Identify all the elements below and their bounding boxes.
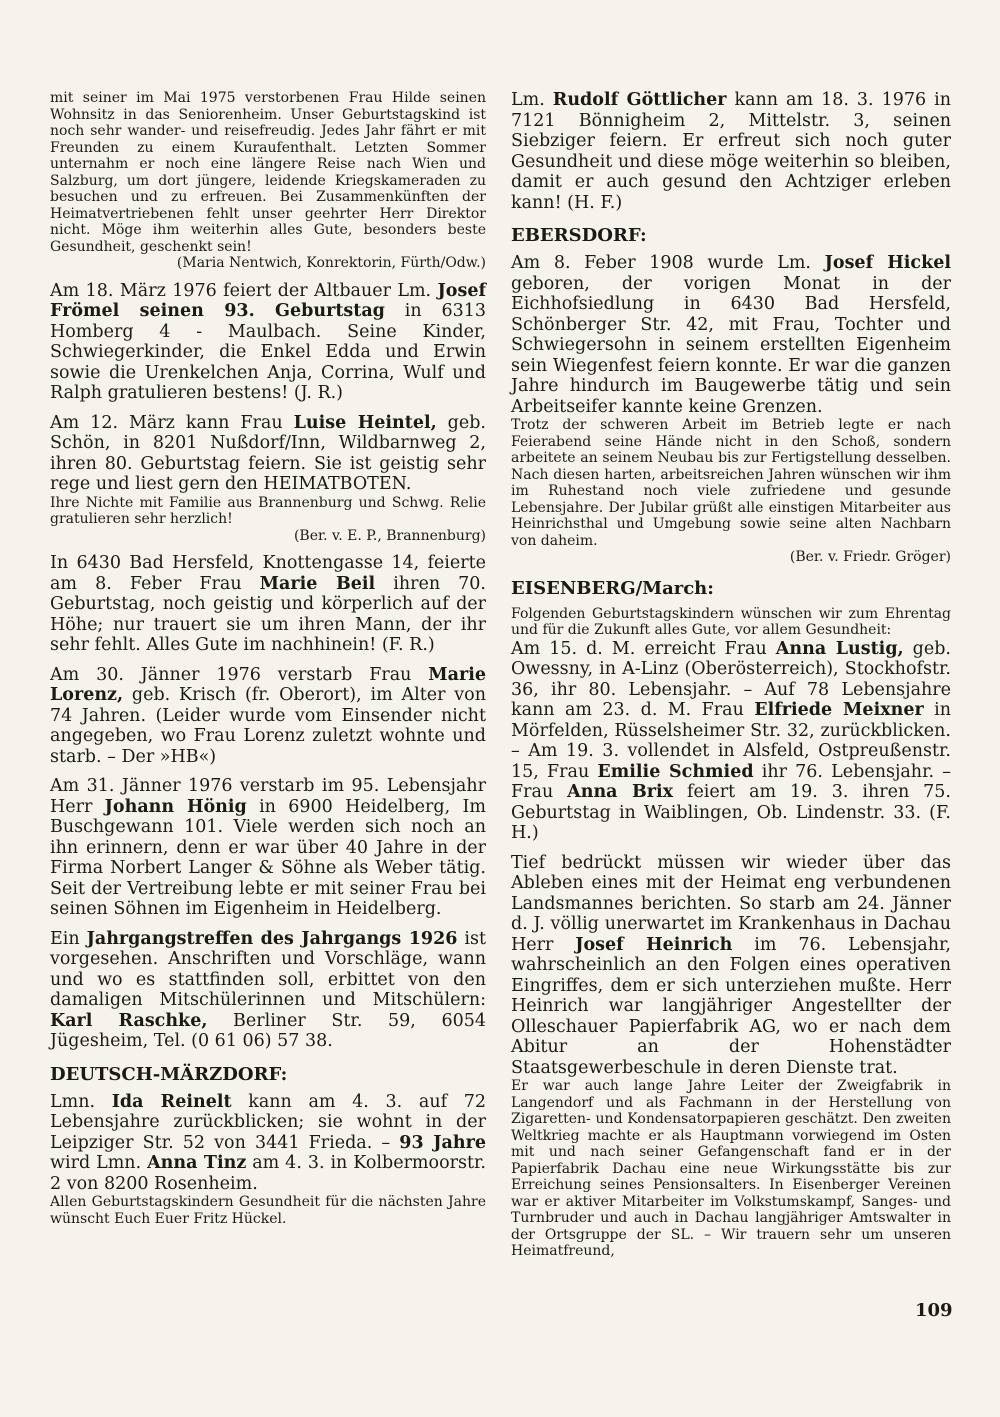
article-paragraph: Lmn. Ida Reinelt kann am 4. 3. auf 72 Lebensjahre zurückblicken; sie wohnt in der Leipziger Str. 52 von 3441 Frieda. – 93 Jahre wird Lmn. Anna Tinz am 4. 3. in Kolbermoorstr. 2 von 8200 Rosenheim. [50, 1091, 486, 1194]
article-paragraph: mit seiner im Mai 1975 verstorbenen Frau Hilde seinen Wohnsitz in das Seniorenheim. Unser Geburtstagskind ist noch sehr wander- und reisefreudig. Jedes Jahr fährt er mit Freunden zu einem Kuraufenthalt. Letzten Sommer unternahm er noch eine längere Reise nach Wien und Salzburg, um dort jüngere, leidende Kriegskameraden zu besuchen und zu erfreuen. Bei Zusammenkünften der Heimatvertriebenen fehlt unser geehrter Herr Direktor nicht. Möge ihm weiterhin alles Gute, besonders beste Gesundheit, geschenkt sein! [50, 90, 486, 255]
article-paragraph: Am 18. März 1976 feiert der Altbauer Lm. Josef Frömel seinen 93. Geburtstag in 6313 Homberg 4 - Maulbach. Seine Kinder, Schwiegerkinder, die Enkel Edda und Erwin sowie die Urenkelchen Anja, Corrina, Wulf und Ralph gratulieren bestens! (J. R.) [50, 280, 486, 403]
right-column [511, 90, 951, 1260]
article-paragraph: Am 8. Feber 1908 wurde Lm. Josef Hickel geboren, der vorigen Monat in der Eichhofsiedlung in 6430 Bad Hersfeld, Schönberger Str. 42, mit Frau, Tochter und Schwiegersohn in seinem erstellten Eigenheim sein Wiegenfest feiern konnte. Er war die ganzen Jahre hindurch im Baugewerbe tätig und sein Arbeitseifer kannte keine Grenzen. [511, 253, 951, 417]
page-number: 109 [915, 1300, 953, 1321]
article-signature: (Ber. v. Friedr. Gröger) [789, 549, 951, 565]
article-paragraph: Tief bedrückt müssen wir wieder über das Ableben eines mit der Heimat eng verbundenen Landsmannes berichten. So starb am 24. Jänner d. J. völlig unerwartet im Krankenhaus in Dachau Herr Josef Heinrich im 76. Lebensjahr, wahrscheinlich an den Folgen eines operativen Eingriffes, dem er sich unterziehen mußte. Herr Heinrich war langjähriger Angestellter der Olleschauer Papierfabrik AG, wo er nach dem Abitur an der Hohenstädter Staatsgewerbeschule in deren Dienste trat. [511, 852, 951, 1078]
article-signature: (Maria Nentwich, Konrektorin, Fürth/Odw.) [176, 255, 486, 271]
article-paragraph: Er war auch lange Jahre Leiter der Zweigfabrik in Langendorf und als Fachmann in der Herstellung von Zigaretten- und Kondensatorpapieren geschätzt. Den zweiten Weltkrieg machte er als Hauptmann vorwiegend im Osten mit und nach seiner Gefangenschaft fand er in der Papierfabrik Dachau eine neue Wirkungsstätte bis zur Erreichung seines Pensionsalters. In Eisenberger Vereinen war er aktiver Mitarbeiter im Volkstumskampf, Sanges- und Turnbruder und auch in Dachau langjähriger Amtswalter in der Ortsgruppe der SL. – Wir trauern sehr um unseren Heimatfreund, [511, 1078, 951, 1259]
section-heading: EBERSDORF: [511, 225, 647, 246]
section-heading: DEUTSCH-MÄRZDORF: [50, 1063, 288, 1085]
article-paragraph: Trotz der schweren Arbeit im Betrieb legte er nach Feierabend seine Hände nicht in den Schoß, sondern arbeitete an seinem Neubau bis zur Fertigstellung desselben. Nach diesen harten, arbeitsreichen Jahren wünschen wir ihm im Ruhestand noch viele zufriedene und gesunde Lebensjahre. Der Jubilar grüßt alle einstigen Mitarbeiter aus Heinrichsthal und Umgebung sowie seine alten Nachbarn von daheim. [511, 417, 951, 549]
article-paragraph: Lm. Rudolf Göttlicher kann am 18. 3. 1976 in 7121 Bönnigheim 2, Mittelstr. 3, seinen Siebziger feiern. Er erfreut sich noch guter Gesundheit und diese möge weiterhin so bleiben, damit er auch gesund den Achtziger erleben kann! (H. F.) [511, 90, 952, 213]
section-heading: EISENBERG/March: [511, 577, 714, 599]
article-paragraph: Am 15. d. M. erreicht Frau Anna Lustig, geb. Owessny, in A-Linz (Oberösterreich), Stockhofstr. 36, ihr 80. Lebensjahr. – Auf 78 Lebensjahre kann am 23. d. M. Frau Elfriede Meixner in Mörfelden, Rüsselsheimer Str. 32, zurückblicken. – Am 19. 3. vollendet in Alsfeld, Ostpreußenstr. 15, Frau Emilie Schmied ihr 76. Lebensjahr. – Frau Anna Brix feiert am 19. 3. ihren 75. Geburtstag in Waiblingen, Ob. Lindenstr. 33. (F. H.) [511, 638, 951, 843]
left-column [50, 90, 486, 1227]
article-paragraph: Ein Jahrgangstreffen des Jahrgangs 1926 ist vorgesehen. Anschriften und Vorschläge, wann und wo es stattfinden soll, erbittet von den damaligen Mitschülerinnen und Mitschülern: Karl Raschke, Berliner Str. 59, 6054 Jügesheim, Tel. (0 61 06) 57 38. [50, 928, 486, 1051]
article-paragraph: Allen Geburtstagskindern Gesundheit für die nächsten Jahre wünscht Euch Euer Fritz Hückel. [50, 1194, 486, 1227]
article-paragraph: Am 30. Jänner 1976 verstarb Frau Marie Lorenz, geb. Krisch (fr. Oberort), im Alter von 74 Jahren. (Leider wurde vom Einsender nicht angegeben, wo Frau Lorenz zuletzt wohnte und starb. – Der »HB«) [50, 664, 486, 767]
article-signature: (Ber. v. E. P., Brannenburg) [293, 527, 486, 544]
article-paragraph: Folgenden Geburtstagskindern wünschen wir zum Ehrentag und für die Zukunft alles Gute, vor allem Gesundheit: [511, 605, 951, 638]
article-paragraph: Am 12. März kann Frau Luise Heintel, geb. Schön, in 8201 Nußdorf/Inn, Wildbarnweg 2, ihren 80. Geburtstag feiern. Sie ist geistig sehr rege und liest gern den HEIMATBOTEN. [50, 412, 486, 494]
article-paragraph: In 6430 Bad Hersfeld, Knottengasse 14, feierte am 8. Feber Frau Marie Beil ihren 70. Geburtstag, noch geistig und körperlich auf der Höhe; nur trauert sie um ihren Mann, der ihr sehr fehlt. Alles Gute im nachhinein! (F. R.) [50, 553, 486, 655]
article-paragraph: Ihre Nichte mit Familie aus Brannenburg und Schwg. Relie gratulieren sehr herzlich! [50, 494, 486, 527]
article-paragraph: Am 31. Jänner 1976 verstarb im 95. Lebensjahr Herr Johann Hönig in 6900 Heidelberg, Im Buschgewann 101. Viele werden sich noch an ihn erinnern, denn er war über 40 Jahre in der Firma Norbert Langer & Söhne als Weber tätig. Seit der Vertreibung lebte er mit seiner Frau bei seinen Söhnen im Eigenheim in Heidelberg. [50, 776, 486, 919]
